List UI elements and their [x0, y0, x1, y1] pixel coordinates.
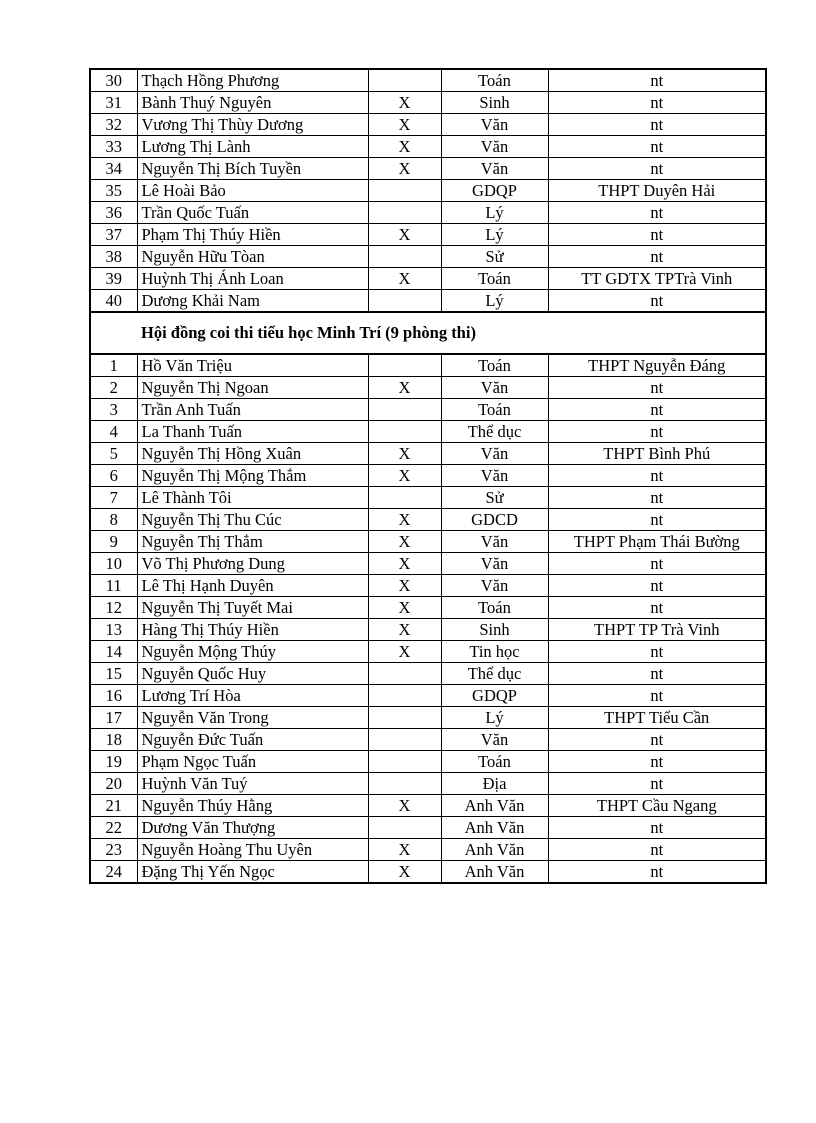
name-cell: Nguyễn Hữu Tòan: [137, 246, 368, 268]
name-cell: Bành Thuý Nguyên: [137, 92, 368, 114]
subject-cell: Văn: [441, 443, 548, 465]
stt-cell: 38: [90, 246, 137, 268]
subject-cell: Toán: [441, 69, 548, 92]
table-row: [90, 663, 766, 685]
school-cell: nt: [548, 69, 766, 92]
mark-cell: X: [368, 597, 441, 619]
name-cell: Thạch Hồng Phương: [137, 69, 368, 92]
subject-cell: Thể dục: [441, 421, 548, 443]
stt-cell: 21: [90, 795, 137, 817]
school-cell: nt: [548, 465, 766, 487]
subject-cell: GDQP: [441, 180, 548, 202]
stt-cell: 39: [90, 268, 137, 290]
mark-cell: X: [368, 575, 441, 597]
table-row: [90, 443, 766, 465]
name-cell: Đặng Thị Yến Ngọc: [137, 861, 368, 884]
table-row: [90, 641, 766, 663]
stt-cell: 15: [90, 663, 137, 685]
table-row: [90, 729, 766, 751]
subject-cell: Lý: [441, 707, 548, 729]
mark-cell: X: [368, 268, 441, 290]
mark-cell: [368, 773, 441, 795]
name-cell: Nguyễn Thúy Hằng: [137, 795, 368, 817]
table-row: [90, 861, 766, 884]
stt-cell: 8: [90, 509, 137, 531]
table-row: [90, 773, 766, 795]
name-cell: Huỳnh Văn Tuý: [137, 773, 368, 795]
name-cell: Hàng Thị Thúy Hiền: [137, 619, 368, 641]
mark-cell: X: [368, 443, 441, 465]
table-row: [90, 354, 766, 377]
table-row: [90, 509, 766, 531]
name-cell: Phạm Ngọc Tuấn: [137, 751, 368, 773]
mark-cell: [368, 246, 441, 268]
subject-cell: Sử: [441, 487, 548, 509]
school-cell: nt: [548, 641, 766, 663]
school-cell: nt: [548, 224, 766, 246]
table-row: [90, 817, 766, 839]
subject-cell: Anh Văn: [441, 817, 548, 839]
stt-cell: 16: [90, 685, 137, 707]
school-cell: nt: [548, 92, 766, 114]
school-cell: nt: [548, 817, 766, 839]
name-cell: Nguyễn Thị Mộng Thắm: [137, 465, 368, 487]
stt-cell: 32: [90, 114, 137, 136]
subject-cell: Văn: [441, 114, 548, 136]
table-row: [90, 421, 766, 443]
subject-cell: Văn: [441, 553, 548, 575]
stt-cell: 31: [90, 92, 137, 114]
table-row: [90, 290, 766, 313]
subject-cell: Văn: [441, 531, 548, 553]
name-cell: Huỳnh Thị Ánh Loan: [137, 268, 368, 290]
mark-cell: [368, 69, 441, 92]
stt-cell: 33: [90, 136, 137, 158]
name-cell: Lê Hoài Bảo: [137, 180, 368, 202]
mark-cell: X: [368, 136, 441, 158]
table-row: [90, 136, 766, 158]
name-cell: Trần Anh Tuấn: [137, 399, 368, 421]
school-cell: TT GDTX TPTrà Vinh: [548, 268, 766, 290]
subject-cell: Văn: [441, 158, 548, 180]
section-header-row: [90, 312, 766, 354]
table-row: [90, 597, 766, 619]
stt-cell: 37: [90, 224, 137, 246]
staff-table: [89, 68, 767, 884]
table-row: [90, 92, 766, 114]
mark-cell: X: [368, 92, 441, 114]
mark-cell: [368, 487, 441, 509]
mark-cell: X: [368, 377, 441, 399]
mark-cell: X: [368, 619, 441, 641]
school-cell: nt: [548, 377, 766, 399]
stt-cell: 18: [90, 729, 137, 751]
stt-cell: 19: [90, 751, 137, 773]
name-cell: Nguyễn Đức Tuấn: [137, 729, 368, 751]
name-cell: Nguyễn Thị Tuyết Mai: [137, 597, 368, 619]
table-row: [90, 553, 766, 575]
mark-cell: [368, 421, 441, 443]
stt-cell: 20: [90, 773, 137, 795]
section-title: Hội đồng coi thi tiểu học Minh Trí (9 phòng thi): [90, 312, 766, 354]
school-cell: THPT Tiểu Cần: [548, 707, 766, 729]
school-cell: nt: [548, 597, 766, 619]
table-row: [90, 158, 766, 180]
stt-cell: 11: [90, 575, 137, 597]
subject-cell: Toán: [441, 268, 548, 290]
mark-cell: [368, 751, 441, 773]
table-row: [90, 114, 766, 136]
subject-cell: Sinh: [441, 92, 548, 114]
school-cell: nt: [548, 729, 766, 751]
staff-table-container: [89, 68, 765, 884]
subject-cell: Toán: [441, 751, 548, 773]
school-cell: nt: [548, 487, 766, 509]
stt-cell: 13: [90, 619, 137, 641]
table-row: [90, 246, 766, 268]
mark-cell: [368, 707, 441, 729]
name-cell: Nguyễn Thị Thắm: [137, 531, 368, 553]
name-cell: Nguyễn Văn Trong: [137, 707, 368, 729]
school-cell: nt: [548, 399, 766, 421]
table-row: [90, 707, 766, 729]
stt-cell: 5: [90, 443, 137, 465]
subject-cell: GDCD: [441, 509, 548, 531]
name-cell: Vương Thị Thùy Dương: [137, 114, 368, 136]
subject-cell: Tin học: [441, 641, 548, 663]
stt-cell: 3: [90, 399, 137, 421]
subject-cell: Văn: [441, 377, 548, 399]
school-cell: nt: [548, 751, 766, 773]
table-row: [90, 465, 766, 487]
subject-cell: GDQP: [441, 685, 548, 707]
school-cell: nt: [548, 136, 766, 158]
table-row: [90, 531, 766, 553]
subject-cell: Anh Văn: [441, 861, 548, 884]
stt-cell: 14: [90, 641, 137, 663]
stt-cell: 4: [90, 421, 137, 443]
school-cell: nt: [548, 114, 766, 136]
name-cell: Nguyễn Mộng Thúy: [137, 641, 368, 663]
mark-cell: X: [368, 553, 441, 575]
school-cell: nt: [548, 290, 766, 313]
stt-cell: 40: [90, 290, 137, 313]
table-row: [90, 202, 766, 224]
school-cell: THPT Duyên Hải: [548, 180, 766, 202]
school-cell: nt: [548, 575, 766, 597]
subject-cell: Sử: [441, 246, 548, 268]
school-cell: nt: [548, 839, 766, 861]
name-cell: Dương Văn Thượng: [137, 817, 368, 839]
stt-cell: 12: [90, 597, 137, 619]
subject-cell: Lý: [441, 224, 548, 246]
stt-cell: 30: [90, 69, 137, 92]
stt-cell: 9: [90, 531, 137, 553]
stt-cell: 7: [90, 487, 137, 509]
table-row: [90, 268, 766, 290]
stt-cell: 1: [90, 354, 137, 377]
name-cell: Phạm Thị Thúy Hiền: [137, 224, 368, 246]
table-row: [90, 619, 766, 641]
name-cell: Lương Trí Hòa: [137, 685, 368, 707]
stt-cell: 34: [90, 158, 137, 180]
name-cell: Nguyễn Hoàng Thu Uyên: [137, 839, 368, 861]
subject-cell: Anh Văn: [441, 839, 548, 861]
mark-cell: [368, 399, 441, 421]
subject-cell: Văn: [441, 465, 548, 487]
school-cell: THPT Nguyễn Đáng: [548, 354, 766, 377]
mark-cell: X: [368, 224, 441, 246]
subject-cell: Văn: [441, 729, 548, 751]
school-cell: nt: [548, 421, 766, 443]
name-cell: Lương Thị Lành: [137, 136, 368, 158]
name-cell: Hồ Văn Triệu: [137, 354, 368, 377]
table-row: [90, 685, 766, 707]
school-cell: nt: [548, 861, 766, 884]
mark-cell: X: [368, 839, 441, 861]
school-cell: nt: [548, 509, 766, 531]
mark-cell: [368, 290, 441, 313]
subject-cell: Thể dục: [441, 663, 548, 685]
stt-cell: 2: [90, 377, 137, 399]
stt-cell: 10: [90, 553, 137, 575]
school-cell: nt: [548, 202, 766, 224]
school-cell: nt: [548, 553, 766, 575]
mark-cell: [368, 354, 441, 377]
school-cell: THPT Bình Phú: [548, 443, 766, 465]
name-cell: Nguyễn Thị Ngoan: [137, 377, 368, 399]
mark-cell: [368, 663, 441, 685]
school-cell: THPT TP Trà Vinh: [548, 619, 766, 641]
name-cell: Nguyễn Quốc Huy: [137, 663, 368, 685]
stt-cell: 35: [90, 180, 137, 202]
name-cell: Nguyễn Thị Bích Tuyền: [137, 158, 368, 180]
school-cell: nt: [548, 685, 766, 707]
subject-cell: Toán: [441, 597, 548, 619]
name-cell: La Thanh Tuấn: [137, 421, 368, 443]
table-row: [90, 839, 766, 861]
stt-cell: 23: [90, 839, 137, 861]
table-row: [90, 377, 766, 399]
mark-cell: X: [368, 158, 441, 180]
mark-cell: X: [368, 114, 441, 136]
subject-cell: Lý: [441, 202, 548, 224]
mark-cell: X: [368, 465, 441, 487]
mark-cell: [368, 180, 441, 202]
stt-cell: 22: [90, 817, 137, 839]
name-cell: Lê Thành Tôi: [137, 487, 368, 509]
stt-cell: 6: [90, 465, 137, 487]
name-cell: Võ Thị Phương Dung: [137, 553, 368, 575]
subject-cell: Văn: [441, 575, 548, 597]
table-row: [90, 795, 766, 817]
subject-cell: Địa: [441, 773, 548, 795]
subject-cell: Lý: [441, 290, 548, 313]
stt-cell: 24: [90, 861, 137, 884]
mark-cell: X: [368, 861, 441, 884]
subject-cell: Văn: [441, 136, 548, 158]
school-cell: nt: [548, 663, 766, 685]
table-row: [90, 180, 766, 202]
subject-cell: Toán: [441, 354, 548, 377]
stt-cell: 17: [90, 707, 137, 729]
table-row: [90, 751, 766, 773]
name-cell: Nguyễn Thị Thu Cúc: [137, 509, 368, 531]
mark-cell: [368, 685, 441, 707]
mark-cell: [368, 729, 441, 751]
name-cell: Lê Thị Hạnh Duyên: [137, 575, 368, 597]
table-row: [90, 487, 766, 509]
mark-cell: X: [368, 795, 441, 817]
name-cell: Trần Quốc Tuấn: [137, 202, 368, 224]
school-cell: THPT Phạm Thái Bường: [548, 531, 766, 553]
school-cell: nt: [548, 246, 766, 268]
table-row: [90, 575, 766, 597]
mark-cell: X: [368, 509, 441, 531]
stt-cell: 36: [90, 202, 137, 224]
subject-cell: Toán: [441, 399, 548, 421]
table-row: [90, 224, 766, 246]
subject-cell: Anh Văn: [441, 795, 548, 817]
table-row: [90, 399, 766, 421]
school-cell: THPT Cầu Ngang: [548, 795, 766, 817]
mark-cell: [368, 202, 441, 224]
name-cell: Dương Khải Nam: [137, 290, 368, 313]
mark-cell: [368, 817, 441, 839]
school-cell: nt: [548, 158, 766, 180]
school-cell: nt: [548, 773, 766, 795]
name-cell: Nguyễn Thị Hồng Xuân: [137, 443, 368, 465]
subject-cell: Sinh: [441, 619, 548, 641]
mark-cell: X: [368, 531, 441, 553]
table-row: [90, 69, 766, 92]
mark-cell: X: [368, 641, 441, 663]
